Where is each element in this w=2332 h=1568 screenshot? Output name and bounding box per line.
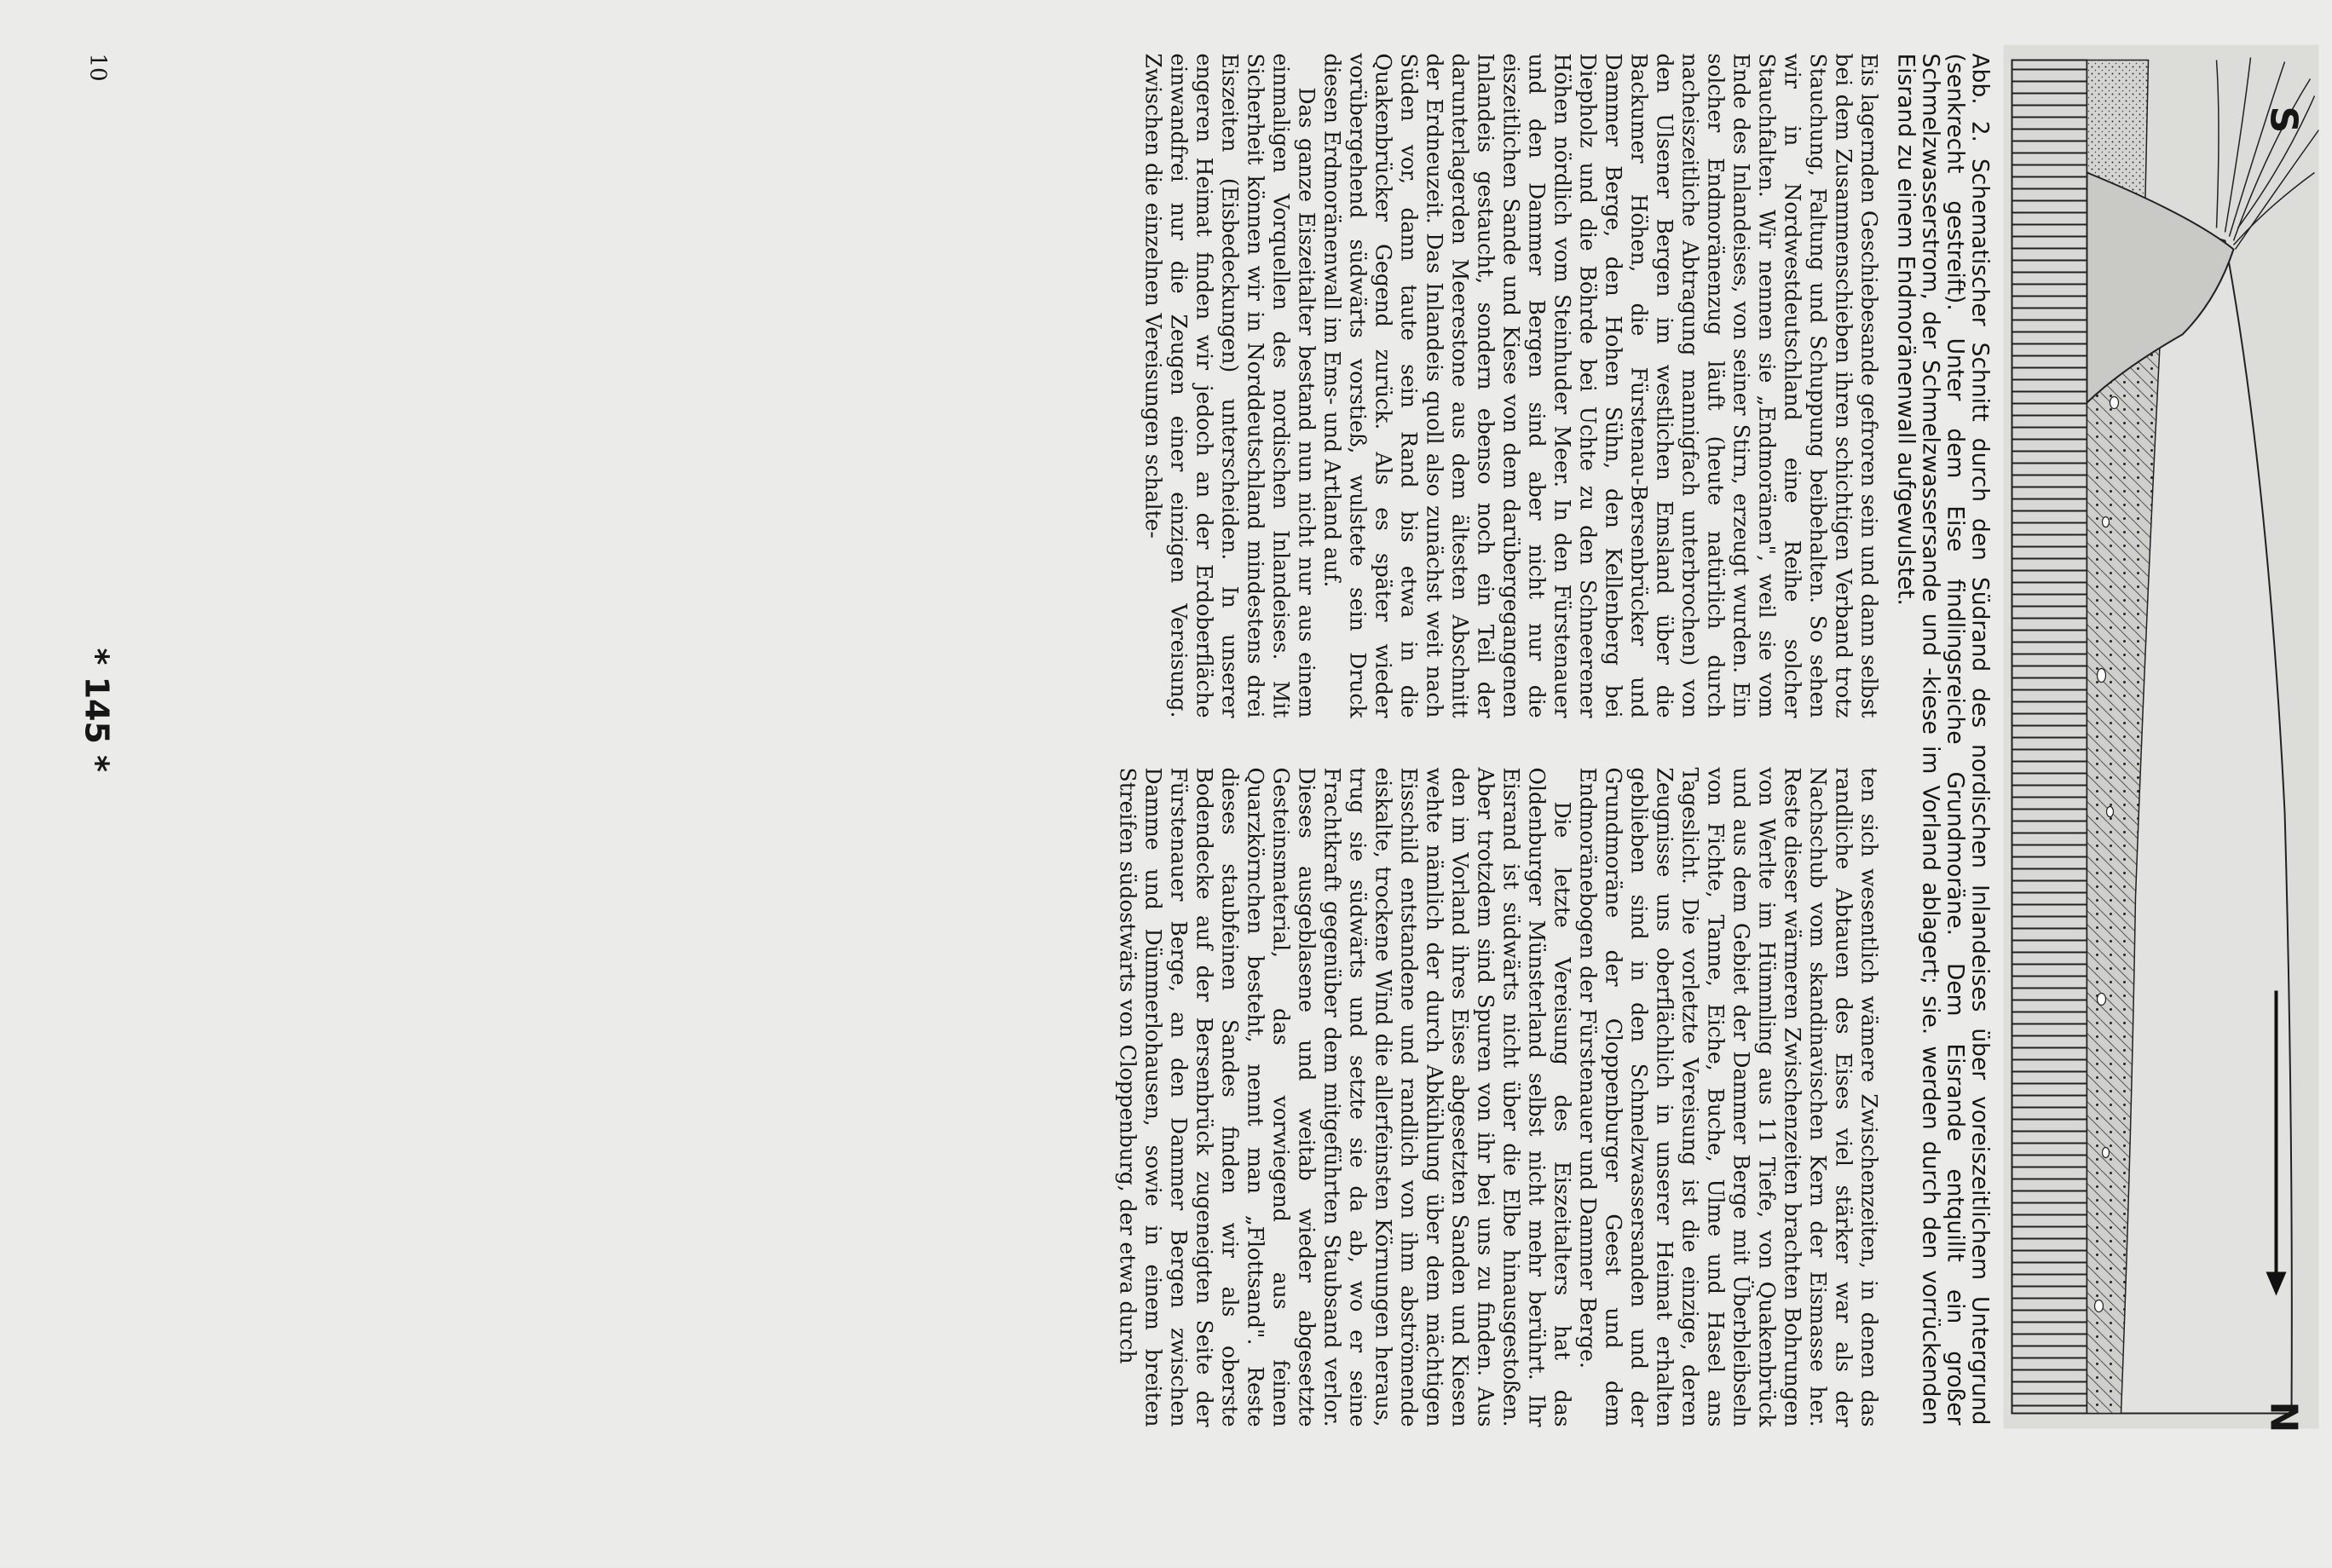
- page-content: [0, 1, 2332, 1568]
- page-number: 10: [84, 53, 111, 82]
- direction-label-south: S: [2261, 106, 2306, 134]
- cross-section-drawing: [2004, 45, 2319, 1429]
- text-column-left: [1140, 54, 1882, 718]
- paragraph: ten sich wesentlich wämere Zwischenzeiten, in denen das randliche Abtauen des Eises viel stärker war als der Nachschub vom skandinavischen Kern der Eismasse her. Reste dieser wärmeren Zwischenzeiten brachten Bohrungen von Werlte im Hümmling aus 11 Tiefe, von Quakenbrück und aus dem Gebiet der Dammer Berge mit Überbleibseln von Fichte, Tanne, Eiche, Buche, Ulme und Hasel ans Tageslicht. Die vorletzte Vereisung ist die einzige, deren Zeugnisse uns oberflächlich in unserer Heimat erhalten geblieben sind in den Schmelzwassersanden und der Grundmoräne der Cloppenburger Geest und dem Endmoränebogen der Fürstenauer und Dammer Berge.: [1575, 767, 1882, 1427]
- text-column-right: [1115, 768, 1882, 1427]
- direction-label-north: N: [2261, 1401, 2306, 1433]
- paragraph: Eis lagernden Geschiebesande gefroren sein und dann selbst bei dem Zusammenschieben ihren schichtigen Verband trotz Stauchung, Faltung und Schuppung beibehalten. So sehen wir in Nordwestdeutschland eine Reihe solcher Stauchfalten. Wir nennen sie „Endmoränen", weil sie vom Ende des Inlandeises, von seiner Stirn, erzeugt wurden. Ein solcher Endmoränenzug läuft (heute natürlich durch nacheiszeitliche Abtragung mannigfach unterbrochen) von den Ulsener Bergen im westlichen Emsland über die Backumer Höhen, die Fürstenau-Bersenbrücker und Dammer Berge, den Hohen Sühn, den Kellenberg bei Diepholz und die Böhrde bei Uchte zu den Schneerener Höhen nördlich vom Steinhuder Meer. In den Fürstenauer und den Dammer Bergen sind aber nicht nur die eiszeitlichen Sande und Kiese von dem darübergegangenen Inlandeis gestaucht, sondern ebenso noch ein Teil der darunterlagerden Meerestone aus dem ältesten Abschnitt der Erdneuzeit. Das Inlandeis quoll also zunächst weit nach Süden vor, dann taute sein Rand bis etwa in die Quakenbrücker Gegend zurück. Als es später wieder vorübergehend südwärts vorstieß, wulstete sein Druck diesen Erdmoränenwall im Ems- und Artland auf.: [1319, 53, 1882, 718]
- cross-section-figure: [2004, 45, 2319, 1433]
- paragraph: Die letzte Vereisung des Eiszeitalters hat das Oldenburger Münsterland selbst nicht mehr berührt. Ihr Eisrand ist südwärts nicht über die Elbe hinausgestoßen. Aber trotzdem sind Spuren von ihr bei uns zu finden. Aus den im Vorland ihres Eises abgesetzten Sanden und Kiesen wehte nämlich der durch Abkühlung über dem mächtigen Eisschild entstandene und randlich von ihm abströmende eiskalte, trockene Wind die allerfeinsten Körnungen heraus, trug sie südwärts und setzte sie da ab, wo er seine Frachtkraft gegenüber dem mitgeführten Staubsand verlor. Dieses ausgeblasene und weitab wieder abgesetzte Gesteinsmaterial, das vorwiegend aus feinen Quarzkörnchen besteht, nennt man „Flottsand". Reste dieses staubfeinen Sandes finden wir als oberste Bodendecke auf der Bersenbrück zugeneigten Seite der Fürstenauer Berge, an den Dammer Bergen zwischen Damme und Dümmerlohausen, sowie in einem breiten Streifen südostwärts von Cloppenburg, der etwa durch: [1115, 767, 1575, 1427]
- figure-caption: Abb. 2. Schematischer Schnitt durch den Südrand des nordischen Inlandeises über voreiszeitlichem Untergrund (senkrecht gestreift). Unter dem Eise findlingsreiche Grundmoräne. Dem Eisrande entquillt ein großer Schmelzwasserstrom, der Schmelzwassersande und -kiese im Vorland ablagert; sie. werden durch den vorrückenden Eisrand zu einem Endmoränenwall aufgewulstet.: [1892, 53, 1994, 1426]
- page-mark: * 145 *: [78, 648, 116, 773]
- paragraph: Das ganze Eiszeitalter bestand nun nicht nur aus einem einmaligen Vorquellen des nordischen Inlandeises. Mit Sicherheit können wir in Norddeutschland mindestens drei Eiszeiten (Eisbedeckungen) unterscheiden. In unserer engeren Heimat finden wir jedoch an der Erdoberfläche einwandfrei nur die Zeugen einer einzigen Vereisung. Zwischen die einzelnen Vereisungen schalte-: [1140, 53, 1319, 718]
